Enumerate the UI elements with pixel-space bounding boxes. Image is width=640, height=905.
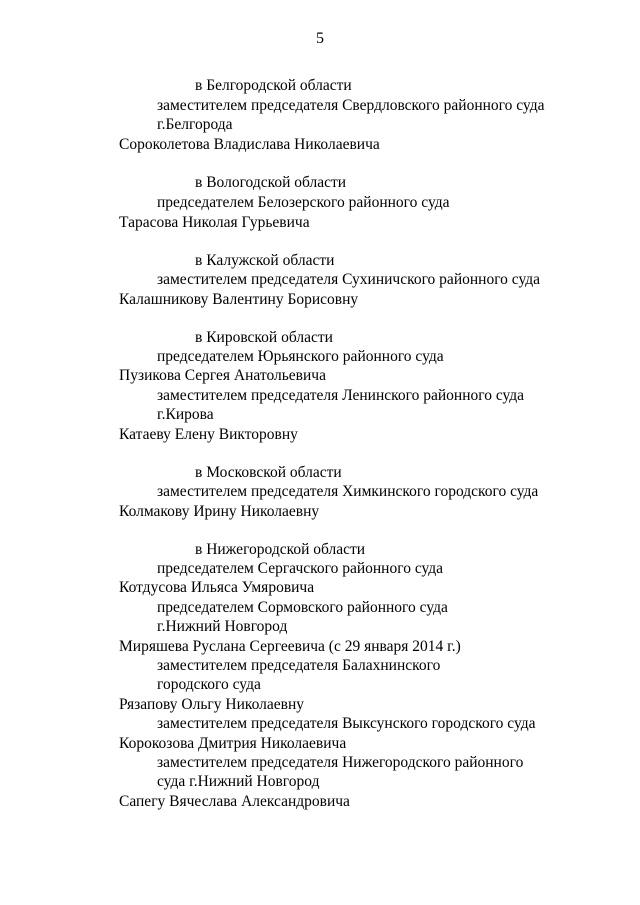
region-heading: в Белгородской области (195, 77, 352, 94)
region-heading: в Вологодской области (195, 174, 347, 191)
position-line: заместителем председателя Сухиничского районного суда (157, 271, 541, 288)
region-heading: в Калужской области (195, 252, 335, 269)
region-heading: в Нижегородской области (195, 541, 366, 558)
person-name: Миряшева Руслана Сергеевича (с 29 января 2014 г.) (119, 638, 461, 655)
person-name: Рязапову Ольгу Николаевну (119, 696, 305, 713)
page-number: 5 (316, 30, 324, 47)
person-name: Калашникову Валентину Борисовну (119, 291, 359, 308)
position-line: заместителем председателя Свердловского районного суда (157, 97, 545, 114)
position-line: председателем Сергачского районного суда (157, 560, 444, 577)
position-line: заместителем председателя Выксунского городского суда (157, 715, 536, 732)
position-line: суда г.Нижний Новгород (157, 773, 320, 790)
person-name: Котдусова Ильяса Умяровича (119, 579, 315, 596)
person-name: Сапегу Вячеслава Александровича (119, 793, 350, 810)
position-line: председателем Юрьянского районного суда (157, 348, 444, 365)
person-name: Сороколетова Владислава Николаевича (119, 136, 380, 153)
position-line: заместителем председателя Нижегородского районного (157, 754, 524, 771)
position-line: г.Кирова (157, 406, 214, 423)
position-line: городского суда (157, 676, 261, 693)
position-line: председателем Белозерского районного суда (157, 194, 450, 211)
region-heading: в Московской области (195, 464, 342, 481)
position-line: заместителем председателя Балахнинского (157, 657, 441, 674)
position-line: г.Нижний Новгород (157, 618, 288, 635)
person-name: Пузикова Сергея Анатольевича (119, 367, 326, 384)
position-line: председателем Сормовского районного суда (157, 599, 448, 616)
person-name: Корокозова Дмитрия Николаевича (119, 735, 347, 752)
person-name: Колмакову Ирину Николаевну (119, 503, 320, 520)
person-name: Тарасова Николая Гурьевича (119, 214, 310, 231)
position-line: заместителем председателя Химкинского городского суда (157, 483, 539, 500)
region-heading: в Кировской области (195, 329, 333, 346)
position-line: г.Белгорода (157, 116, 233, 133)
person-name: Катаеву Елену Викторовну (119, 426, 298, 443)
position-line: заместителем председателя Ленинского районного суда (157, 387, 525, 404)
